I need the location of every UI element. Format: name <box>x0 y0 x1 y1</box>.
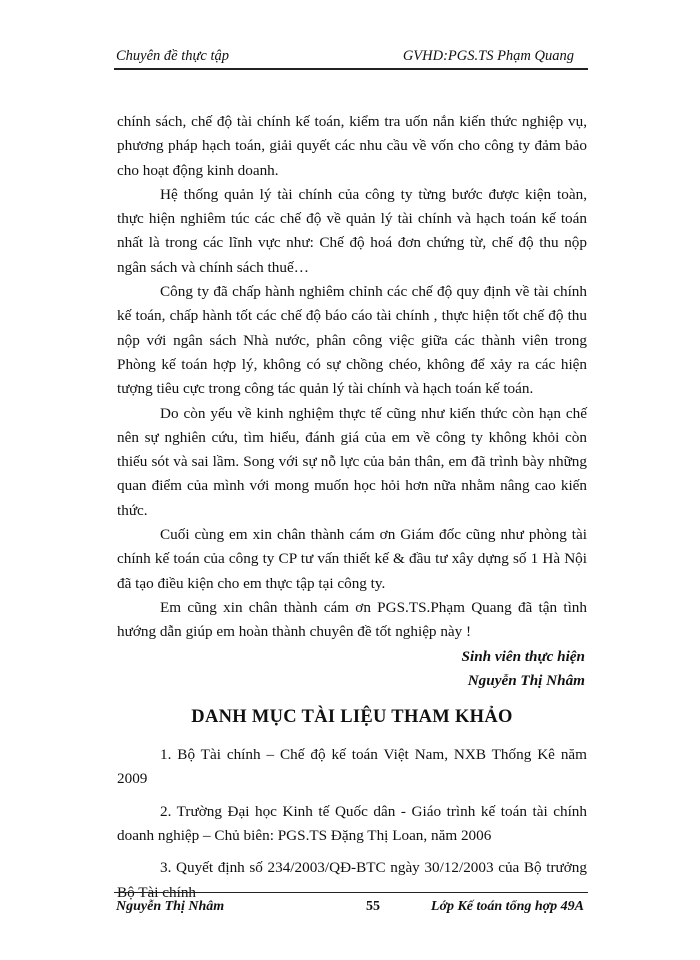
bibliography-title: DANH MỤC TÀI LIỆU THAM KHẢO <box>191 707 513 728</box>
header-supervisor: GVHD:PGS.TS Phạm Quang <box>402 48 574 64</box>
paragraph: Do còn yếu về kinh nghiệm thực tế cũng như kiến thức còn hạn chế nên sự nghiên cứu, tìm hiểu, đánh giá của em về công ty không khỏi còn thiếu sót và sai lầm. Song với sự nỗ lực của bản thân, em đã trình bày những quan điểm của mình với mong muốn học hỏi hơn nữa nhằm nâng cao kiến thức. <box>117 404 587 519</box>
page-header <box>114 46 588 70</box>
page-number: 55 <box>366 899 380 914</box>
bibliography-item: 2. Trường Đại học Kinh tế Quốc dân - Giáo trình kế toán tài chính doanh nghiệp – Chủ biên: PGS.TS Đặng Thị Loan, năm 2006 <box>117 802 587 845</box>
paragraph-continuation: chính sách, chế độ tài chính kế toán, kiểm tra uốn nắn kiến thức nghiệp vụ, phương pháp hạch toán, giải quyết các nhu cầu về vốn cho công ty đảm bảo cho hoạt động kinh doanh. <box>117 113 587 179</box>
header-document-title: Chuyên đề thực tập <box>116 48 230 64</box>
footer-class-name: Lớp Kế toán tổng hợp 49A <box>430 899 584 914</box>
page-footer <box>114 892 588 915</box>
paragraph: Em cũng xin chân thành cám ơn PGS.TS.Phạm Quang đã tận tình hướng dẫn giúp em hoàn thành chuyên đề tốt nghiệp này ! <box>117 598 587 641</box>
paragraph: Hệ thống quản lý tài chính của công ty từng bước được kiện toàn, thực hiện nghiêm túc các chế độ về quản lý tài chính và hạch toán kế toán nhất là trong các lĩnh vực như: Chế độ hoá đơn chứng từ, chế độ thu nộp ngân sách và chính sách thuế… <box>117 185 587 276</box>
signature-role: Sinh viên thực hiện <box>461 647 585 665</box>
footer-author: Nguyễn Thị Nhâm <box>116 899 225 914</box>
paragraph: Công ty đã chấp hành nghiêm chỉnh các chế độ quy định về tài chính kế toán, chấp hành tốt các chế độ báo cáo tài chính , thực hiện tốt chế độ thu nộp với ngân sách Nhà nước, phân công việc giữa các thành viên trong Phòng kế toán hợp lý, không có sự chồng chéo, không để xảy ra các hiện tượng tiêu cực trong công tác quản lý tài chính và hạch toán kế toán. <box>117 283 587 398</box>
document-body <box>117 110 587 905</box>
signature-name: Nguyễn Thị Nhâm <box>467 671 585 689</box>
bibliography-item: 1. Bộ Tài chính – Chế độ kế toán Việt Nam, NXB Thống Kê năm 2009 <box>117 746 587 788</box>
bibliography-item: 3. Quyết định số 234/2003/QĐ-BTC ngày 30/12/2003 của Bộ trưởng Bộ Tài chính <box>117 859 587 901</box>
paragraph: Cuối cùng em xin chân thành cám ơn Giám đốc cũng như phòng tài chính kế toán của công ty CP tư vấn thiết kế & đầu tư xây dựng số 1 Hà Nội đã tạo điều kiện cho em thực tập tại công ty. <box>117 526 587 592</box>
